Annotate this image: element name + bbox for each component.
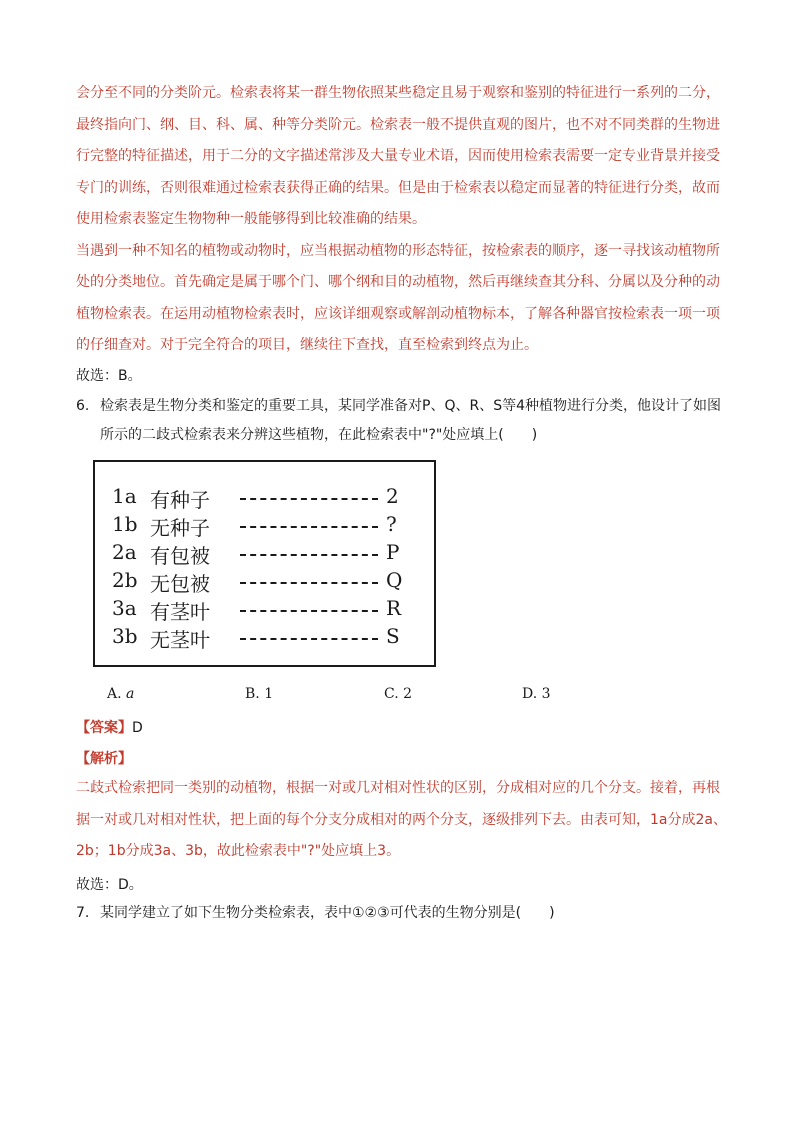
analysis-line: 据一对或几对相对性状，把上面的每个分支分成相对的两个分支，逐级排列下去。由表可知，1a分成2a、 — [76, 811, 727, 828]
key-trait: 无种子 — [150, 516, 210, 540]
key-row — [112, 512, 412, 540]
key-trait: 有包被 — [150, 544, 210, 568]
key-result: S — [386, 624, 400, 648]
analysis-label: 【解析】 — [76, 751, 132, 767]
option-value: 2 — [403, 686, 413, 702]
intro-line: 会分至不同的分类阶元。检索表将某一群生物依照某些稳定且易于观察和鉴别的特征进行一系列的二分， — [76, 85, 720, 101]
intro-line: 行完整的特征描述，用于二分的文字描述常涉及大量专业术语，因而使用检索表需要一定专业背景并接受 — [76, 148, 720, 164]
question-6 — [76, 392, 726, 450]
question-text: 检索表是生物分类和鉴定的重要工具，某同学准备对P、Q、R、S等4种植物进行分类，他设计了如图 — [100, 398, 721, 414]
option-value: 1 — [264, 686, 274, 702]
key-result: P — [386, 540, 400, 564]
prev-choice: 故选：B。 — [76, 368, 142, 384]
intro-line: 当遇到一种不知名的植物或动物时，应当根据动植物的形态特征，按检索表的顺序，逐一寻找该动植物所 — [76, 242, 720, 259]
analysis-paragraph — [76, 773, 726, 868]
option-d[interactable] — [522, 686, 551, 702]
key-result: 2 — [386, 484, 399, 508]
key-result: ? — [386, 512, 397, 536]
answer-value: D — [132, 720, 143, 736]
key-code: 1b — [112, 512, 138, 536]
key-code: 2a — [112, 540, 137, 564]
question-text: 某同学建立了如下生物分类检索表，表中①②③可代表的生物分别是( ) — [100, 905, 555, 921]
key-code: 3a — [112, 596, 137, 620]
answer — [76, 717, 143, 737]
intro-line: 植物检索表。在运用动植物检索表时，应该详细观察或解剖动植物标本，了解各种器官按检索表一项一项 — [76, 305, 720, 322]
key-trait: 无包被 — [150, 572, 210, 596]
key-trait: 无茎叶 — [150, 628, 210, 652]
analysis-heading — [76, 748, 132, 768]
key-row — [112, 484, 412, 512]
question-number: 6. — [76, 398, 90, 414]
analysis-line: 2b；1b分成3a、3b，故此检索表中"?"处应填上3。 — [76, 843, 401, 859]
key-result: Q — [386, 568, 403, 592]
question-text-cont: 所示的二歧式检索表来分辨这些植物，在此检索表中"?"处应填上( ) — [100, 427, 538, 443]
dashed-leader — [240, 638, 378, 640]
option-label: B. — [245, 686, 260, 702]
key-result: R — [386, 596, 402, 620]
option-a[interactable] — [107, 686, 134, 702]
analysis-line: 二歧式检索把同一类别的动植物，根据一对或几对相对性状的区别，分成相对应的几个分支。接着，再根 — [76, 780, 720, 796]
intro-line: 专门的训练，否则很难通过检索表获得正确的结果。但是由于检索表以稳定而显著的特征进行分类，故而 — [76, 179, 720, 196]
key-code: 1a — [112, 484, 137, 508]
dashed-leader — [240, 554, 378, 556]
option-c[interactable] — [384, 686, 412, 702]
key-row — [112, 568, 412, 596]
option-value: a — [126, 686, 135, 702]
option-label: C. — [384, 686, 399, 702]
key-code: 3b — [112, 624, 138, 648]
answer-label: 【答案】 — [76, 720, 132, 736]
key-row — [112, 540, 412, 568]
key-code: 2b — [112, 568, 138, 592]
intro-line: 最终指向门、纲、目、科、属、种等分类阶元。检索表一般不提供直观的图片，也不对不同类群的生物进 — [76, 116, 720, 133]
option-label: A. — [107, 686, 122, 702]
intro-line: 的仔细查对。对于完全符合的项目，继续往下查找，直至检索到终点为止。 — [76, 337, 538, 353]
q6-choice: 故选：D。 — [76, 877, 143, 893]
key-trait: 有茎叶 — [150, 600, 210, 624]
dashed-leader — [240, 498, 378, 500]
intro-line: 处的分类地位。首先确定是属于哪个门、哪个纲和目的动植物，然后再继续查其分科、分属以及分种的动 — [76, 274, 720, 290]
intro-paragraph — [76, 78, 726, 362]
option-value: 3 — [541, 686, 551, 702]
option-label: D. — [522, 686, 538, 702]
key-row — [112, 596, 412, 624]
key-trait: 有种子 — [150, 488, 210, 512]
dashed-leader — [240, 526, 378, 528]
question-7 — [76, 899, 726, 928]
dashed-leader — [240, 610, 378, 612]
intro-line: 使用检索表鉴定生物物种一般能够得到比较准确的结果。 — [76, 211, 426, 227]
option-b[interactable] — [245, 686, 273, 702]
question-number: 7. — [76, 905, 90, 921]
dashed-leader — [240, 582, 378, 584]
dichotomous-key-figure — [93, 460, 436, 667]
key-row — [112, 624, 412, 652]
